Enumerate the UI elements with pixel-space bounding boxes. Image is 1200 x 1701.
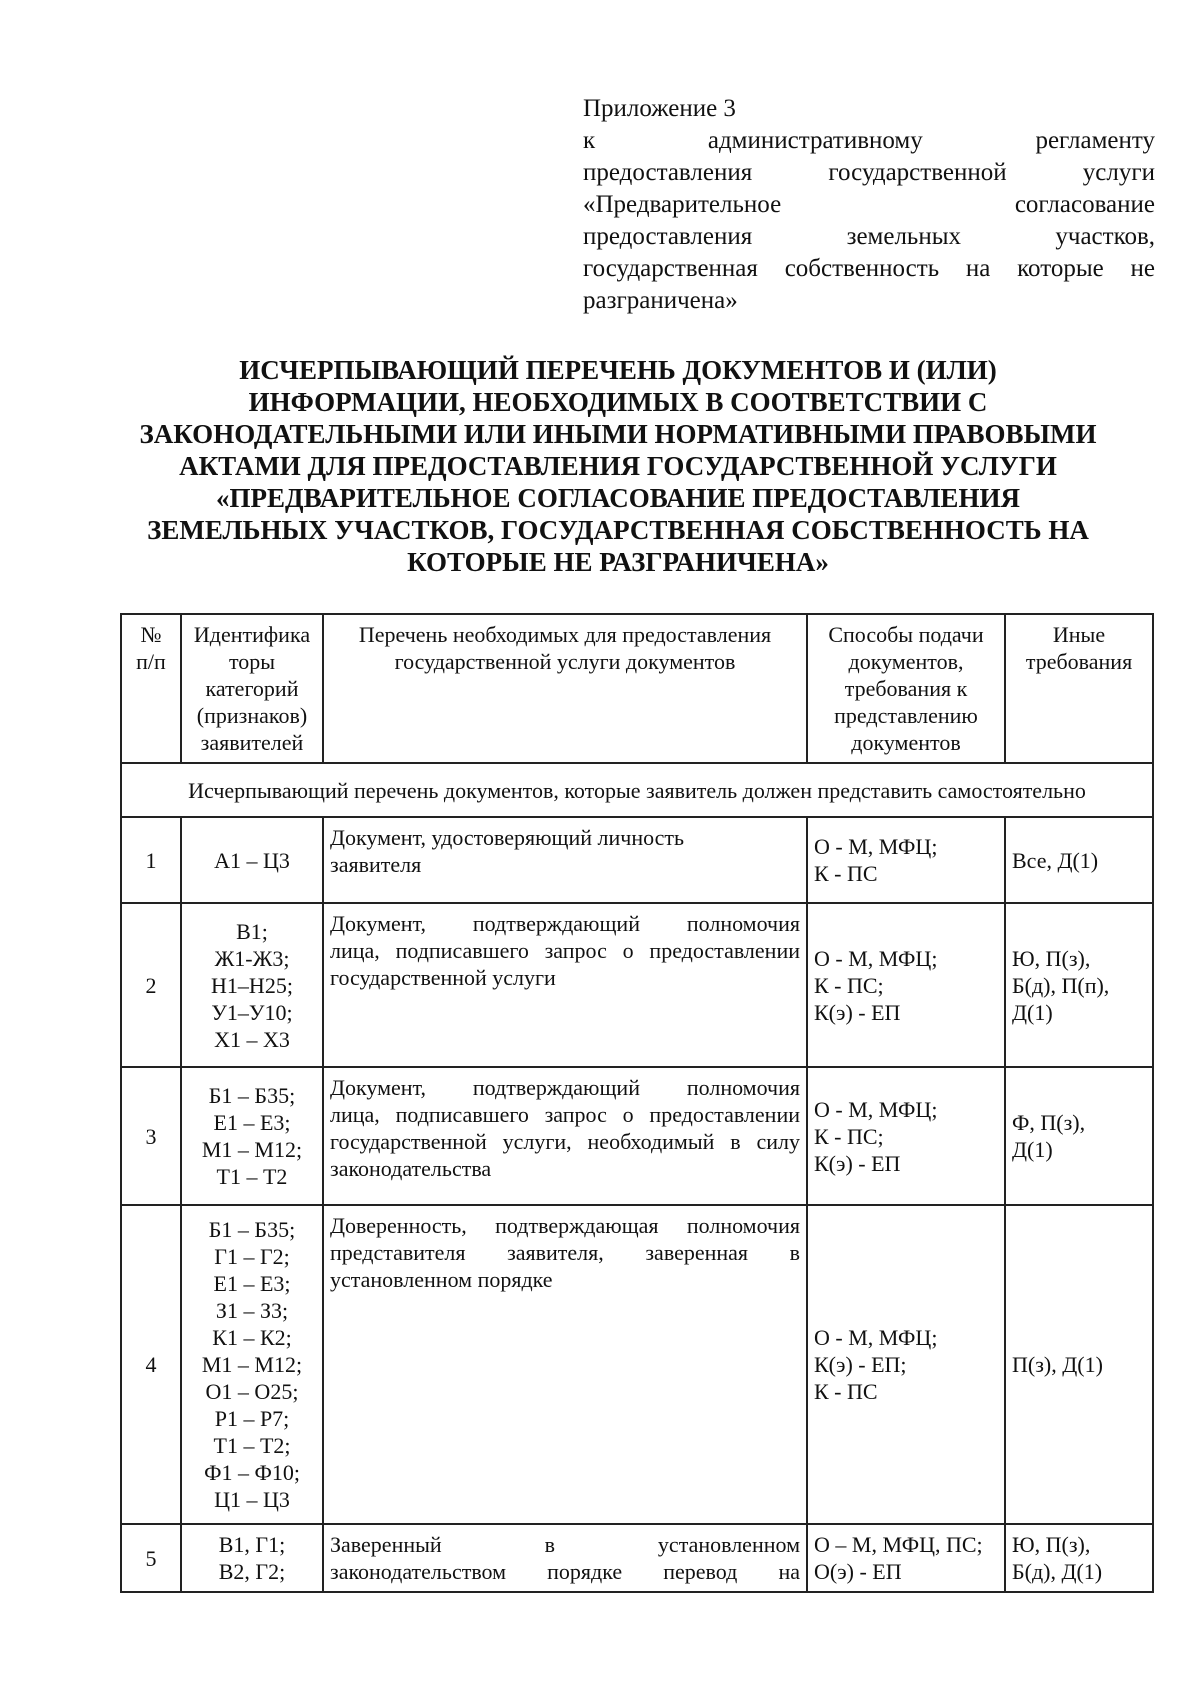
section-row [121,763,1153,817]
requirement-line: Ю, П(з), [1012,1532,1091,1557]
method-line: О - М, МФЦ; [814,945,938,971]
row-methods [807,903,1005,1067]
document-line: законодательством порядке перевод на [330,1559,800,1584]
table-header-row [121,614,1153,763]
identifier: Ц1 – Ц3 [214,1487,290,1512]
identifier: З1 – З3; [215,1298,289,1323]
identifier: Х1 – Х3 [214,1026,290,1052]
table-row [121,817,1153,903]
header-text: государственной услуги документов [394,649,736,674]
row-number: 2 [121,903,181,1067]
row-requirements [1005,1524,1153,1592]
requirement-line: Ю, П(з), [1012,945,1091,971]
document-line: заявителя [330,852,422,877]
row-identifiers [181,1524,323,1592]
identifier: Н1–Н25; [211,972,293,998]
heading-line: ИСЧЕРПЫВАЮЩИЙ ПЕРЕЧЕНЬ ДОКУМЕНТОВ И (ИЛИ) [239,355,997,385]
header-text: требования [1025,649,1133,674]
table-row [121,1205,1153,1524]
header-text: Способы подачи [828,622,984,647]
method-line: К - ПС; [814,1123,884,1149]
row-documents [323,903,807,1067]
header-text: Иные [1052,622,1106,647]
header-text: Идентифика [193,622,311,647]
header-text: заявителей [200,730,304,755]
identifier: У1–У10; [211,999,293,1025]
document-line: государственной услуги [330,965,556,990]
identifier: М1 – М12; [201,1137,303,1162]
document-line: Документ, удостоверяющий личность [330,825,685,850]
row-number: 3 [121,1067,181,1205]
row-requirements [1005,1205,1153,1524]
header-text: документов, [848,649,964,674]
identifier: Ф1 – Ф10; [204,1460,300,1485]
annex-title: Приложение 3 [583,95,736,122]
heading-line: «ПРЕДВАРИТЕЛЬНОЕ СОГЛАСОВАНИЕ ПРЕДОСТАВЛЕНИЯ [216,483,1020,513]
heading-line: АКТАМИ ДЛЯ ПРЕДОСТАВЛЕНИЯ ГОСУДАРСТВЕННОЙ УСЛУГИ [179,451,1057,481]
row-number: 4 [121,1205,181,1524]
requirement-line: П(з), Д(1) [1012,1352,1103,1377]
row-documents [323,817,807,903]
identifier: К1 – К2; [212,1325,292,1350]
table-row [121,1067,1153,1205]
identifier: М1 – М12; [201,1352,303,1377]
header-text: № [140,622,162,647]
document-line: лица, подписавшего запрос о предоставлении [330,938,800,963]
identifier: Е1 – Е3; [213,1110,291,1135]
table-row [121,903,1153,1067]
row-documents [323,1205,807,1524]
heading-line: КОТОРЫЕ НЕ РАЗГРАНИЧЕНА» [407,547,829,577]
annex-line: предоставления земельных участков, [583,223,1155,250]
method-line: К - ПС; [814,972,884,998]
heading-line: ЗАКОНОДАТЕЛЬНЫМИ ИЛИ ИНЫМИ НОРМАТИВНЫМИ ПРАВОВЫМИ [139,419,1097,449]
document-line: государственной услуги, необходимый в силу [330,1129,800,1154]
header-other [1005,614,1153,763]
row-methods [807,1524,1005,1592]
document-line: Документ, подтверждающий полномочия [330,911,800,936]
row-number: 5 [121,1524,181,1592]
identifier: Ж1-Ж3; [214,945,290,971]
row-requirements [1005,903,1153,1067]
requirement-line: Д(1) [1012,1137,1053,1162]
method-line: К - ПС [814,861,878,886]
method-line: К(э) - ЕП [814,1150,901,1176]
document-line: законодательства [330,1156,492,1181]
row-identifiers [181,817,323,903]
method-line: К - ПС [814,1379,878,1404]
row-requirements [1005,1067,1153,1205]
method-line: О – М, МФЦ, ПС; [814,1532,983,1557]
header-text: категорий [205,676,299,701]
document-line: установленном порядке [330,1267,553,1292]
document-heading [118,354,1118,578]
identifier: Б1 – Б35; [208,1083,296,1108]
identifier: В2, Г2; [218,1559,286,1584]
identifier: В1, Г1; [218,1532,286,1557]
method-line: О - М, МФЦ; [814,1096,938,1122]
identifier: О1 – О25; [205,1379,299,1404]
header-ways [807,614,1005,763]
heading-line: ЗЕМЕЛЬНЫХ УЧАСТКОВ, ГОСУДАРСТВЕННАЯ СОБСТВЕННОСТЬ НА [147,515,1089,545]
annex-line: «Предварительное согласование [583,191,1155,218]
document-line: Доверенность, подтверждающая полномочия [330,1213,800,1238]
identifier: В1; [236,918,268,944]
identifier: Т1 – Т2 [216,1164,288,1189]
annex-line: разграничена» [583,287,738,314]
row-number: 1 [121,817,181,903]
method-line: К(э) - ЕП [814,999,901,1025]
identifier: Б1 – Б35; [208,1217,296,1242]
requirement-line: Д(1) [1012,999,1053,1025]
annex-block [583,93,1155,317]
requirement-line: Все, Д(1) [1012,847,1099,873]
row-identifiers [181,1205,323,1524]
method-line: О(э) - ЕП [814,1559,902,1584]
heading-line: ИНФОРМАЦИИ, НЕОБХОДИМЫХ В СООТВЕТСТВИИ С [248,387,988,417]
document-line: представителя заявителя, заверенная в [330,1240,800,1265]
row-documents [323,1067,807,1205]
documents-table [120,613,1154,1593]
method-line: О - М, МФЦ; [814,834,938,859]
header-text: (признаков) [196,703,308,728]
document-line: Документ, подтверждающий полномочия [330,1075,800,1100]
identifier: Р1 – Р7; [214,1406,290,1431]
document-line: Заверенный в установленном [330,1532,800,1557]
row-requirements [1005,817,1153,903]
requirement-line: Б(д), Д(1) [1012,1559,1103,1584]
header-num [121,614,181,763]
row-documents [323,1524,807,1592]
header-list [323,614,807,763]
method-line: О - М, МФЦ; [814,1325,938,1350]
header-text: требования к [844,676,968,701]
row-methods [807,817,1005,903]
section-title: Исчерпывающий перечень документов, которые заявитель должен представить самостоятельно [121,763,1153,817]
header-text: торы [228,649,276,674]
method-line: К(э) - ЕП; [814,1352,907,1377]
row-methods [807,1205,1005,1524]
header-text: Перечень необходимых для предоставления [358,622,772,647]
row-identifiers [181,903,323,1067]
identifier: Т1 – Т2; [213,1433,291,1458]
table-row [121,1524,1153,1592]
requirement-line: Б(д), П(п), [1012,972,1110,998]
row-methods [807,1067,1005,1205]
identifier: Г1 – Г2; [214,1244,290,1269]
header-text: документов [851,730,961,755]
header-text: представлению [834,703,978,728]
identifier: Е1 – Е3; [213,1271,291,1296]
header-text: п/п [136,649,166,674]
annex-line: государственная собственность на которые не [583,255,1155,282]
header-ids [181,614,323,763]
row-identifiers [181,1067,323,1205]
annex-line: к административному регламенту [583,127,1155,154]
annex-line: предоставления государственной услуги [583,159,1155,186]
requirement-line: Ф, П(з), [1012,1110,1086,1135]
document-line: лица, подписавшего запрос о предоставлении [330,1102,800,1127]
identifier: А1 – Ц3 [214,847,290,873]
